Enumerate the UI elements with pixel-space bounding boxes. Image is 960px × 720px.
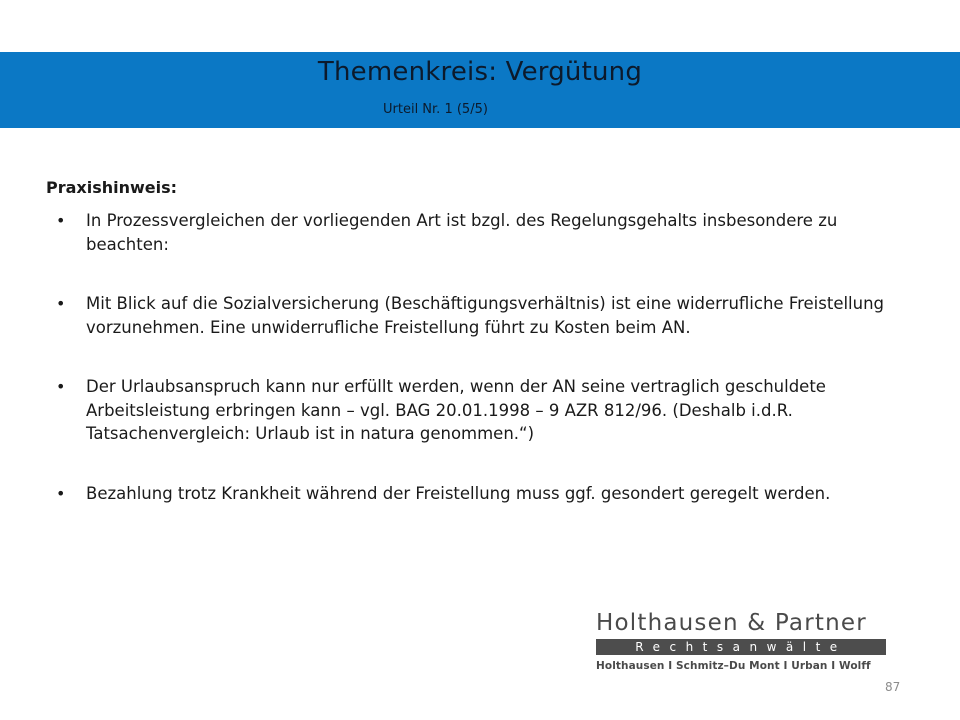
slide-title: Themenkreis: Vergütung — [317, 57, 643, 87]
firm-logo — [596, 610, 886, 672]
section-heading: Praxishinweis: — [46, 178, 178, 197]
bullet-item: • Bezahlung trotz Krankheit während der Freistellung muss ggf. gesondert geregelt werden. — [46, 482, 916, 506]
logo-title: Holthausen & Partner — [596, 610, 867, 636]
bullet-item: • In Prozessvergleichen der vorliegenden Art ist bzgl. des Regelungsgehalts insbesondere zu beachten: — [46, 209, 916, 256]
slide-subtitle: Urteil Nr. 1 (5/5) — [383, 102, 488, 117]
slide-content — [46, 176, 916, 541]
bullet-item: • Der Urlaubsanspruch kann nur erfüllt werden, wenn der AN seine vertraglich geschuldete Arbeitsleistung erbringen kann – vgl. BAG 20.01.1998 – 9 AZR 812/96. (Deshalb i.d.R. Tatsachenvergleich: Urlaub ist in natura genommen.“) — [46, 375, 916, 446]
bullet-list — [46, 209, 916, 505]
page-number: 87 — [885, 680, 901, 694]
logo-tagline: Rechtsanwälte — [596, 639, 886, 655]
logo-partner-names: Holthausen I Schmitz–Du Mont I Urban I Wolff — [596, 660, 871, 672]
bullet-item: • Mit Blick auf die Sozialversicherung (Beschäftigungsverhältnis) ist eine widerrufliche Freistellung vorzunehmen. Eine unwiderrufliche Freistellung führt zu Kosten beim AN. — [46, 292, 916, 339]
